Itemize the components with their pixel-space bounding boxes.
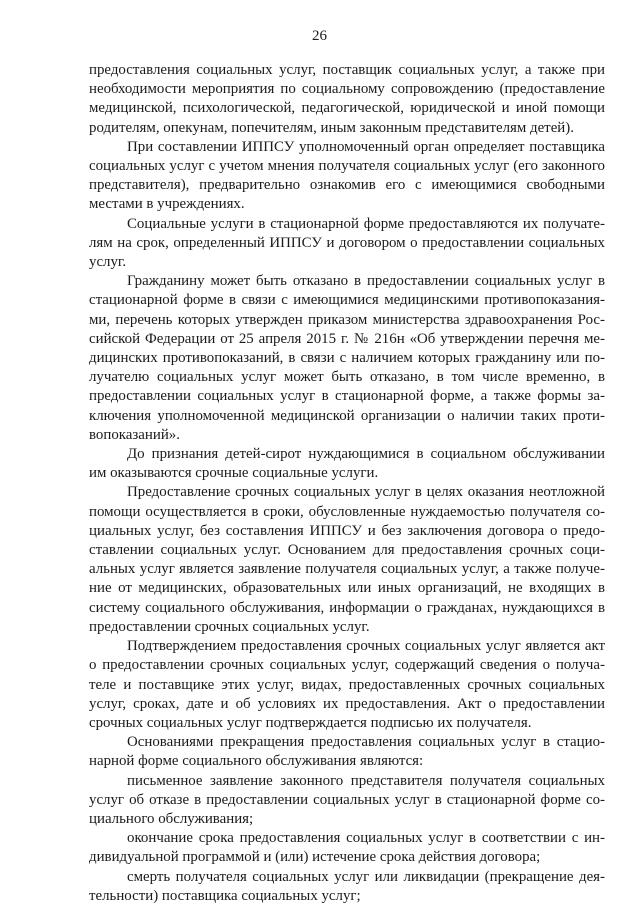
paragraph-ippsu-provider-selection: При составлении ИППСУ уполномоченный орган определяет поставщика социальных услуг с учетом мнения получателя социальных услуг (его законного представителя), предварительно ознакомив его с имеющимися свободными местами в учреждениях. xyxy=(89,138,605,213)
paragraph-refusal-contraindications: Гражданину может быть отказано в предоставлении социальных услуг в стационарной форме в связи с имеющимися медицинскими противопоказаниями, перечень которых утвержден приказом министерства здравоохранения Российской Федерации от 25 апреля 2015 г. № 216н «Об утверждении перечня медицинских противопоказаний, в связи с наличием которых гражданину или получателю социальных услуг может быть отказано, в том числе временно, в предоставлении социальных услуг в стационарной форме, а также формы заключения уполномоченной медицинской организации о наличии таких противопоказаний». xyxy=(89,273,605,443)
paragraph-continuation: предоставления социальных услуг, поставщик социальных услуг, а также при необходимости мероприятия по социальному сопровождению (предоставление медицинской, психологической, педагогической, юридической и иной помощи родителям, опекунам, попечителям, иным законным представителям детей). xyxy=(89,62,605,136)
document-body xyxy=(89,61,605,906)
paragraph-termination-death-liquidation: смерть получателя социальных услуг или ликвидации (прекращение деятельности) поставщика социальных услуг; xyxy=(89,868,605,904)
paragraph-urgent-services-provision: Предоставление срочных социальных услуг в целях оказания неотложной помощи осуществляется в сроки, обусловленные нуждаемостью получателя социальных услуг, без составления ИППСУ и без заключения договора о предоставлении социальных услуг. Основанием для предоставления срочных социальных услуг является заявление получателя социальных услуг, а также получение от медицинских, образовательных или иных организаций, не входящих в систему социального обслуживания, информации о гражданах, нуждающихся в предоставлении срочных социальных услуг. xyxy=(89,484,605,635)
paragraph-termination-term-expiry: окончание срока предоставления социальных услуг в соответствии с индивидуальной программой и (или) истечение срока действия договора; xyxy=(89,830,605,866)
paragraph-service-term: Социальные услуги в стационарной форме предоставляются их получателям на срок, определенный ИППСУ и договором о предоставлении социальных услуг. xyxy=(89,215,605,271)
page-number: 26 xyxy=(312,28,327,44)
paragraph-termination-written-request: письменное заявление законного представителя получателя социальных услуг об отказе в предоставлении социальных услуг в стационарной форме социального обслуживания; xyxy=(89,772,605,827)
paragraph-urgent-services-orphans: До признания детей-сирот нуждающимися в социальном обслуживании им оказываются срочные социальные услуги. xyxy=(89,446,605,482)
paragraph-termination-grounds: Основаниями прекращения предоставления социальных услуг в стационарной форме социального обслуживания являются: xyxy=(89,734,605,770)
paragraph-urgent-services-act: Подтверждением предоставления срочных социальных услуг является акт о предоставлении срочных социальных услуг, содержащий сведения о получателе и поставщике этих услуг, видах, предоставленных срочных социальных услуг, сроках, дате и об условиях их предоставления. Акт о предоставлении срочных социальных услуг подтверждается подписью их получателя. xyxy=(89,638,605,731)
